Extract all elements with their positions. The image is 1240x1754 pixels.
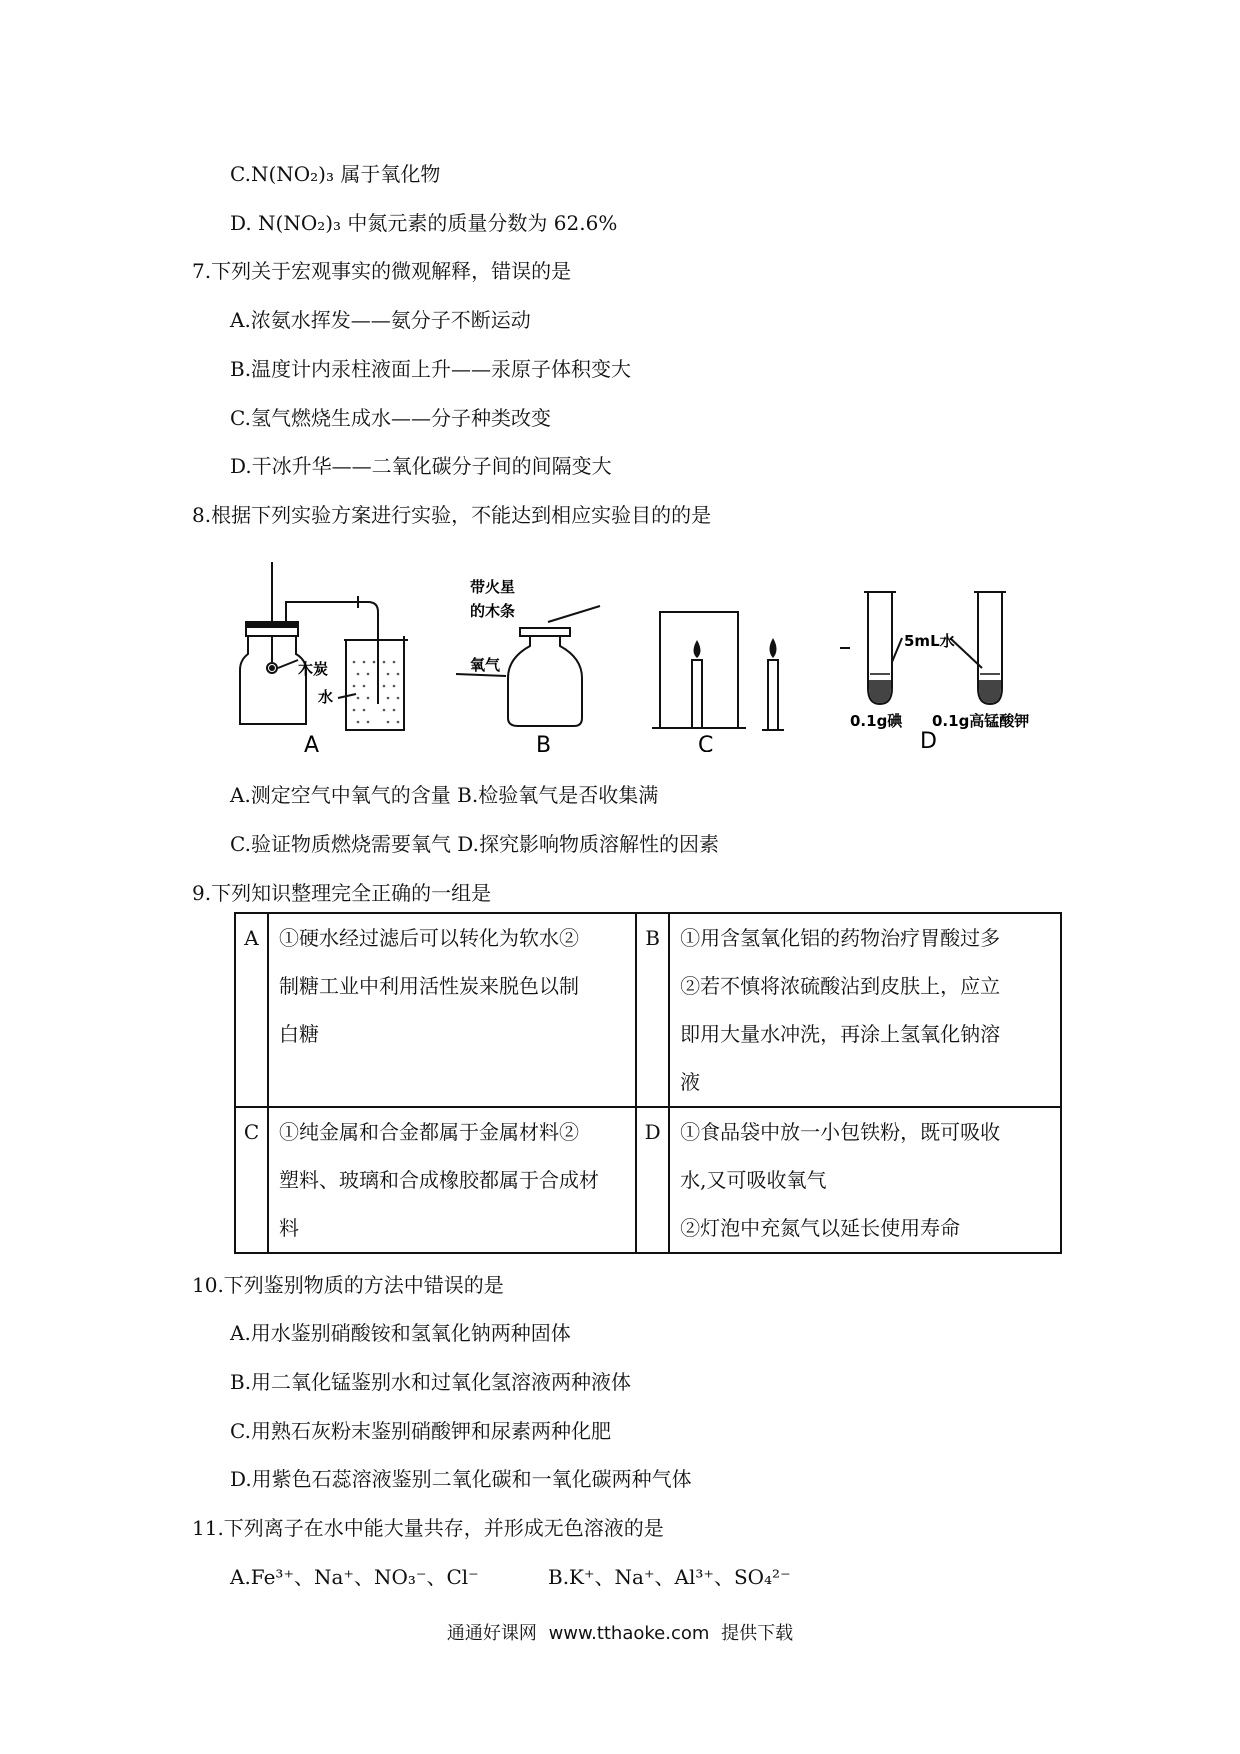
label-d: D xyxy=(920,729,937,752)
cell-c-line-2: 塑料、玻璃和合成橡胶都属于合成材 xyxy=(278,1168,599,1192)
label-glowing-stick-1: 带火星 xyxy=(470,578,516,596)
cell-b-label: B xyxy=(636,913,669,1107)
label-b: B xyxy=(536,733,552,752)
cell-b-line-1: ①用含氢氧化铝的药物治疗胃酸过多 xyxy=(680,926,1001,950)
question-11: 11.下列离子在水中能大量共存，并形成无色溶液的是 xyxy=(192,1516,664,1540)
cell-c-label: C xyxy=(235,1107,268,1253)
experiment-diagram xyxy=(238,562,1078,752)
q10-option-c: C.用熟石灰粉末鉴别硝酸钾和尿素两种化肥 xyxy=(230,1419,611,1443)
label-glowing-stick-2: 的木条 xyxy=(470,602,516,620)
cell-a-content xyxy=(268,913,636,1107)
q10-option-a: A.用水鉴别硝酸铵和氢氧化钠两种固体 xyxy=(230,1321,571,1345)
label-5ml-water: 5mL水 xyxy=(904,632,955,650)
question-9: 9.下列知识整理完全正确的一组是 xyxy=(192,881,492,905)
q11-option-b: B.K⁺、Na⁺、Al³⁺、SO₄²⁻ xyxy=(548,1565,791,1589)
cell-a-line-3: 白糖 xyxy=(278,1022,319,1046)
q7-option-c: C.氢气燃烧生成水——分子种类改变 xyxy=(230,406,551,430)
cell-c-line-1: ①纯金属和合金都属于金属材料② xyxy=(278,1120,579,1144)
q8-options-cd: C.验证物质燃烧需要氧气 D.探究影响物质溶解性的因素 xyxy=(230,832,719,856)
cell-d-label: D xyxy=(636,1107,669,1253)
q11-option-a: A.Fe³⁺、Na⁺、NO₃⁻、Cl⁻ xyxy=(230,1565,479,1589)
question-8: 8.根据下列实验方案进行实验，不能达到相应实验目的的是 xyxy=(192,503,712,527)
q7-option-b: B.温度计内汞柱液面上升——汞原子体积变大 xyxy=(230,357,632,381)
q10-option-d: D.用紫色石蕊溶液鉴别二氧化碳和一氧化碳两种气体 xyxy=(230,1467,692,1491)
table-row xyxy=(235,1107,1061,1253)
label-water: 水 xyxy=(318,688,334,706)
cell-b-content xyxy=(669,913,1061,1107)
cell-c-line-3: 料 xyxy=(278,1216,299,1240)
label-c: C xyxy=(698,733,714,752)
cell-a-line-2: 制糖工业中利用活性炭来脱色以制 xyxy=(278,974,579,998)
cell-d-content xyxy=(669,1107,1061,1253)
cell-a-line-1: ①硬水经过滤后可以转化为软水② xyxy=(278,926,579,950)
footer-note: 提供下载 xyxy=(721,1623,794,1644)
label-a: A xyxy=(304,733,320,752)
q10-option-b: B.用二氧化锰鉴别水和过氧化氢溶液两种液体 xyxy=(230,1370,632,1394)
q8-options-ab: A.测定空气中氧气的含量 B.检验氧气是否收集满 xyxy=(230,783,659,807)
cell-d-line-3: ②灯泡中充氮气以延长使用寿命 xyxy=(680,1216,961,1240)
q6-option-d: D. N(NO₂)₃ 中氮元素的质量分数为 62.6% xyxy=(230,211,618,235)
cell-d-line-2: 水,又可吸收氧气 xyxy=(680,1168,827,1192)
knowledge-table xyxy=(234,912,1062,1254)
question-10: 10.下列鉴别物质的方法中错误的是 xyxy=(192,1273,504,1297)
cell-c-content xyxy=(268,1107,636,1253)
label-kmno4: 0.1g高锰酸钾 xyxy=(932,712,1030,730)
question-7: 7.下列关于宏观事实的微观解释，错误的是 xyxy=(192,259,572,283)
cell-b-line-3: 即用大量水冲洗，再涂上氢氧化钠溶 xyxy=(680,1022,1001,1046)
label-iodine: 0.1g碘 xyxy=(850,712,903,730)
cell-d-line-1: ①食品袋中放一小包铁粉，既可吸收 xyxy=(680,1120,1001,1144)
cell-a-label: A xyxy=(235,913,268,1107)
q7-option-d: D.干冰升华——二氧化碳分子间的间隔变大 xyxy=(230,454,612,478)
label-oxygen: 氧气 xyxy=(470,656,501,674)
cell-b-line-2: ②若不慎将浓硫酸沾到皮肤上，应立 xyxy=(680,974,1001,998)
footer-site-name: 通通好课网 xyxy=(446,1623,537,1644)
q6-option-c: C.N(NO₂)₃ 属于氧化物 xyxy=(230,162,441,186)
label-charcoal: 木炭 xyxy=(298,660,329,678)
cell-b-line-4: 液 xyxy=(680,1070,701,1094)
footer-url[interactable]: www.tthaoke.com xyxy=(548,1623,710,1644)
page-footer xyxy=(0,1621,1240,1647)
table-row xyxy=(235,913,1061,1107)
q7-option-a: A.浓氨水挥发——氨分子不断运动 xyxy=(230,308,531,332)
